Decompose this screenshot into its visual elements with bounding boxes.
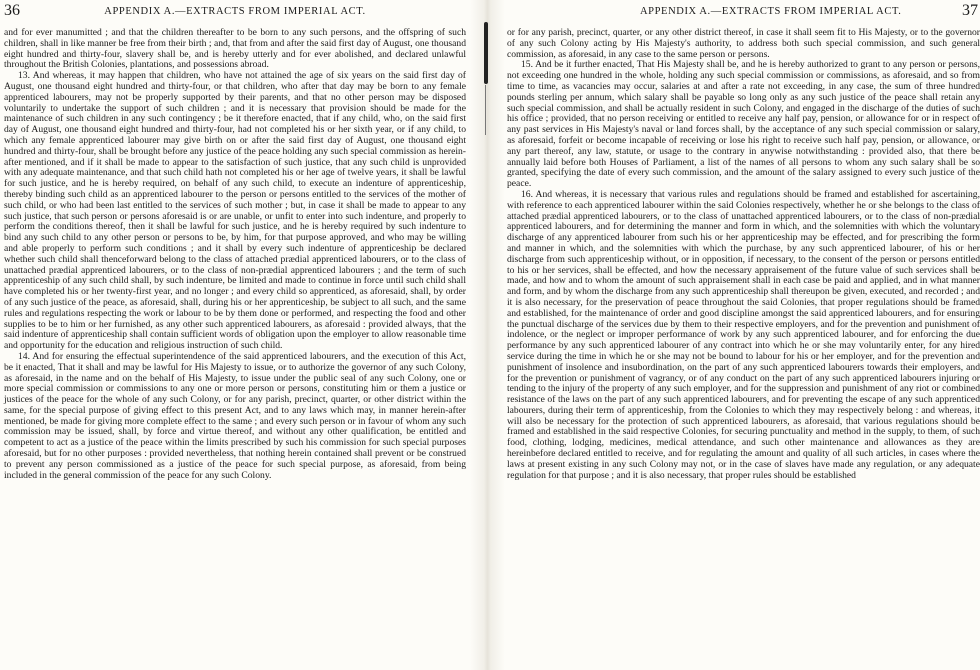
right-running-head: APPENDIX A.—EXTRACTS FROM IMPERIAL ACT.: [640, 6, 902, 17]
section-16-paragraph: 16. And whereas, it is necessary that various rules and regulations should be framed and established for ascertaining, with reference to each apprenticed labourer within the said Colonies respectively, whether he or she belongs to the class of attached prædial apprenticed labourers, or to the class of unattached apprenticed labourers, or to the class of non-prædial apprenticed labourers, and for determining the manner and form in which, and the solemnities with which the voluntary discharge of any apprenticed labourer from such his or her apprenticeship may be effected, and for prescribing the form and manner in which, and the solemnities with which the purchase, by any such apprenticed labourer, of his or her discharge from such apprenticeship without, or in opposition, if necessary, to the consent of the person or persons entitled to his or her services, shall be effected, and how the necessary appraisement of the future value of such services shall be made, and how and to whom the amount of such appraisement shall in each case be paid and applied, and in what manner and form, and by whom the discharge from any such apprenticeship shall thereupon be given, executed, and recorded ; and it is also necessary, for the preservation of peace throughout the said Colonies, that proper regulations should be framed and established, for the maintenance of order and good discipline amongst the said apprenticed labourers, and for ensuring the punctual discharge of the services due by them to their respective employers, and for the prevention and punishment of indolence, or the neglect or improper performance of work by any such apprenticed labourer, and for enforcing the due performance by any such apprenticed labourer of any contract into which he or she may voluntarily enter, for any hired service during the time in which he or she may not be bound to labour for his or her employer, and for the prevention and punishment of insolence and insubordination, on the part of any such apprenticed labourers towards their employers, and for the prevention or punishment of vagrancy, or of any conduct on the part of any such apprenticed labourers injuring or tending to the injury of the property of any such employer, and for the suppression and punishment of any riot or combined resistance of the laws on the part of any such apprenticed labourers, and for preventing the escape of any such apprenticed labourers, during their term of apprenticeship, from the Colonies to which they may respectively belong : and whereas, it will also be necessary for the protection of such apprenticed labourers, as aforesaid, that various regulations should be framed and established in the said respective Colonies, for securing punctuality and method in the supply, to them, of such food, clothing, lodging, medicines, medical attendance, and such other maintenance and allowances as they are hereinbefore declared entitled to receive, and for regulating the amount and quality of all such articles, in cases where the laws at present existing in any such Colony may not, or in the case of slaves have made any regulation, or any adequate regulation for that purpose ; and it is also necessary, that proper rules should be established: [507, 188, 980, 481]
right-page: [505, 0, 980, 670]
paragraph-continuation: and for ever manumitted ; and that the children thereafter to be born to any such persons, and the offspring of such children, shall in like manner be free from their birth ; and, that from and after the said first day of August, one thousand eight hundred and thirty-four, slavery shall be, and is hereby utterly and for ever abolished, and declared unlawful throughout the British Colonies, plantations, and possessions abroad.: [4, 27, 466, 71]
section-15-paragraph: 15. And be it further enacted, That His Majesty shall be, and he is hereby authorized to grant to any person or persons, not exceeding one hundred in the whole, holding any such special commission or commissions, as aforesaid, and so from time to time, as vacancies may occur, salaries at and after a rate not exceeding, in any case, the sum of three hundred pounds sterling per annum, which salary shall be payable so long only as any such justice of the peace shall retain any such special commission, and shall be actually resident in such Colony, and engaged in the discharge of the duties of such his office ; provided, that no person receiving or entitled to receive any half pay, pension, or allowance for or in respect of any past services in His Majesty's naval or land forces shall, by the acceptance of any such special commission or salary, as aforesaid, forfeit or become incapable of receiving or lose his right to receive such half pay, pension, or allowance, or any part thereof, any law, statute, or usage to the contrary in anywise notwithstanding : provided also, that there be annually laid before both Houses of Parliament, a list of the names of all persons to whom any such salary shall be so granted, specifying the date of every such commission, and the amount of the salary assigned to every such justice of the peace.: [507, 59, 980, 190]
right-page-number: 37: [962, 2, 978, 19]
gutter-shadow-mark: [484, 22, 488, 84]
left-running-head: APPENDIX A.—EXTRACTS FROM IMPERIAL ACT.: [104, 6, 366, 17]
left-page-body: [4, 28, 466, 481]
section-14-paragraph: 14. And for ensuring the effectual superintendence of the said apprenticed labourers, and the execution of this Act, be it enacted, That it shall and may be lawful for His Majesty to issue, or to authorize the governor of any such Colony, as aforesaid, in the name and on the behalf of His Majesty, to issue under the public seal of any such Colony, one or more special commission or commissions to any one or more person or persons, constituting him or them a justice or justices of the peace for the whole of any such Colony, or for any parish, precinct, quarter, or other district within the same, for the special purpose of giving effect to this present Act, and to any laws which may, in manner herein-after mentioned, be made for giving more complete effect to the same ; and every such person or in favour of whom any such commission may be issued, shall, by force and virtue thereof, and without any other qualification, be entitled and competent to act as a justice of the peace within the limits prescribed by such his commission for such special purposes aforesaid, but for no other purposes : provided nevertheless, that nothing herein contained shall prevent or be construed to prevent any person commissioned as a justice of the peace for such special purpose, as aforesaid, from being included in the general commission of the peace for any such Colony.: [4, 350, 466, 481]
book-gutter: [470, 0, 505, 670]
paragraph-continuation: or for any parish, precinct, quarter, or any other district thereof, in case it shall seem fit to His Majesty, or to the governor of any such Colony acting by His Majesty's authority, to address both such special commission, and such general commission, as aforesaid, in any case to the same person or persons.: [507, 27, 980, 60]
right-page-header: [505, 2, 980, 20]
left-page-header: [0, 2, 470, 20]
gutter-crease-line: [485, 85, 486, 135]
left-page-number: 36: [4, 2, 20, 19]
right-page-body: [507, 28, 980, 481]
section-13-paragraph: 13. And whereas, it may happen that children, who have not attained the age of six years on the said first day of August, one thousand eight hundred and thirty-four, or that children, who after that day may be born to any female apprenticed labourers, may not be properly supported by their parents, and that no other person may be disposed voluntarily to undertake the support of such children ; and it is necessary that provision should be made for the maintenance of such children in any such contingency ; be it therefore enacted, that if any child, who, on the said first day of August, one thousand eight hundred and thirty-four, had not completed his or her sixth year, or if any child, to which any female apprenticed labourer may give birth on or after the said first day of August, one thousand eight hundred and thirty-four, shall be brought before any justice of the peace holding any such special commission as herein-after mentioned, and if it shall be made to appear to the satisfaction of such justice, that any such child is unprovided with any adequate maintenance, and that such child hath not completed his or her age of twelve years, it shall be lawful for such justice, and he is hereby required, on behalf of any such child, to execute an indenture of apprenticeship, thereby binding such child as an apprenticed labourer to the person or persons entitled to the services of the mother of such child, or who had been last entitled to the services of such mother ; but, in case it shall be made to appear to any such justice, that such person or persons aforesaid is or are unable, or unfit to enter into such indenture, and properly to perform the conditions thereof, then it shall be lawful for such justice, and he is hereby required by such indenture to bind any such child to any other person or persons to be, by him, for that purpose approved, and who may be willing and able properly to perform such conditions ; and it shall by every such indenture of apprenticeship be declared whether such child shall thenceforward belong to the class of attached prædial apprenticed labourers, or to the class of unattached prædial apprenticed labourers, or to the class of non-prædial apprenticed labourers ; and the term of such apprenticeship of any such child shall, by such indenture, be limited and made to continue in force until such child shall have completed his or her twenty-first year, and no longer ; and every child so apprenticed, as aforesaid, shall, by order of any such justice of the peace, as aforesaid, shall, during his or her apprenticeship, be subject to all such, and the same rules and regulations respecting the work or labour to be by them done or performed, and respecting the food and other supplies to be to him or her furnished, as any other such apprenticed labourers, as aforesaid : provided always, that the said indenture of apprenticeship shall contain sufficient words of obligation upon the employer to allow reasonable time and opportunity for the education and religious instruction of such child.: [4, 70, 466, 352]
left-page: [0, 0, 470, 670]
